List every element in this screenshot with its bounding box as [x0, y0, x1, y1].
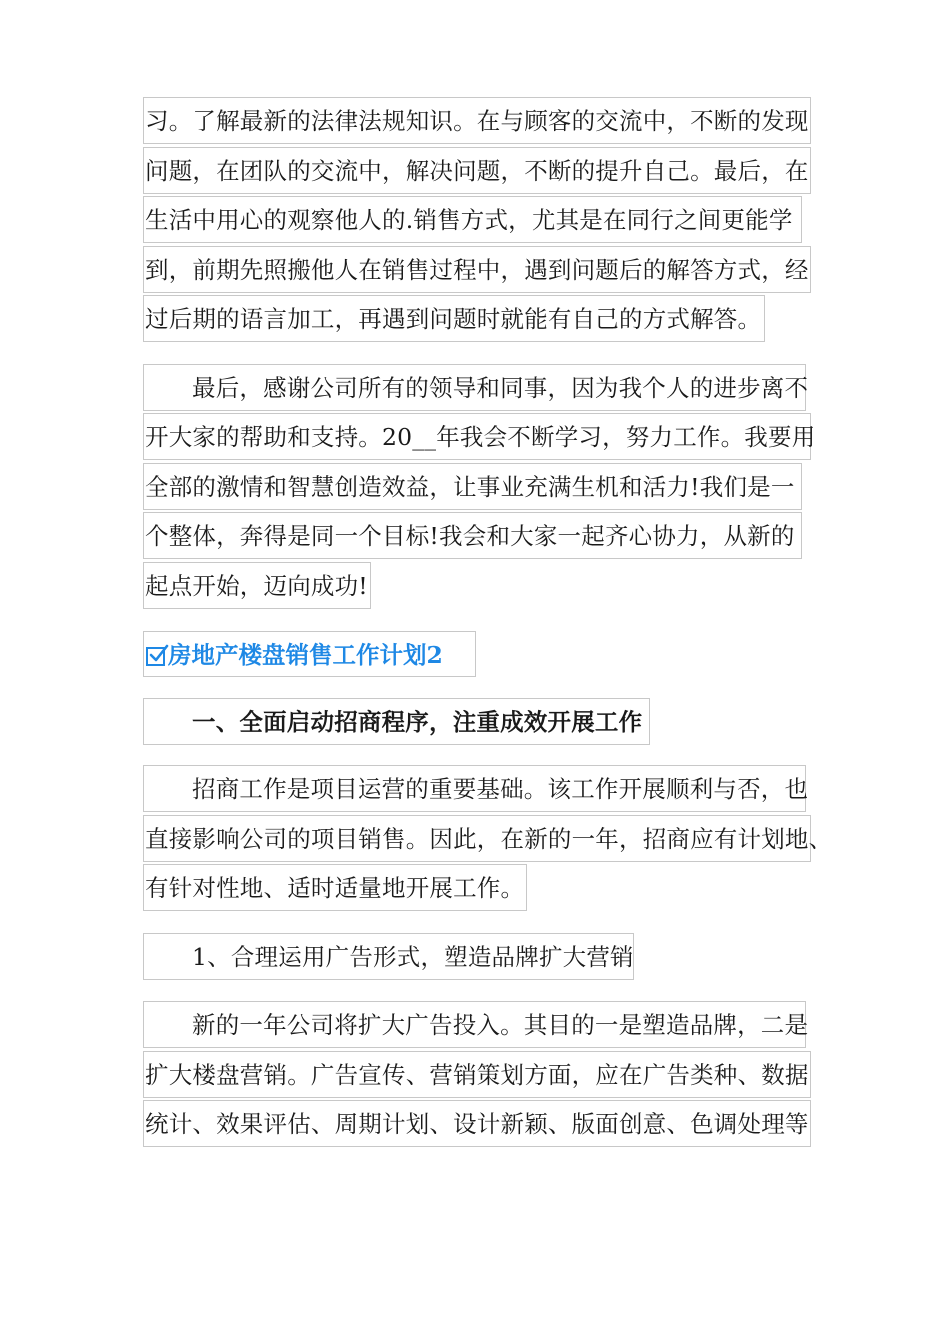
subheading: 1、合理运用广告形式，塑造品牌扩大营销 — [143, 933, 634, 980]
section-heading-text: 房地产楼盘销售工作计划2 — [168, 641, 443, 669]
text-line: 新的一年公司将扩大广告投入。其目的一是塑造品牌，二是 — [143, 1001, 806, 1048]
text-line: 统计、效果评估、周期计划、设计新颖、版面创意、色调处理等 — [143, 1100, 811, 1147]
text-line: 个整体，奔得是同一个目标!我会和大家一起齐心协力，从新的 — [143, 512, 802, 559]
text-line: 起点开始，迈向成功! — [143, 562, 371, 609]
text-line: 最后，感谢公司所有的领导和同事，因为我个人的进步离不 — [143, 364, 806, 411]
text-line: 到，前期先照搬他人在销售过程中，遇到问题后的解答方式，经 — [143, 246, 811, 293]
text-line: 招商工作是项目运营的重要基础。该工作开展顺利与否，也 — [143, 765, 806, 812]
subheading: 一、全面启动招商程序，注重成效开展工作 — [143, 698, 650, 745]
text-line: 全部的激情和智慧创造效益，让事业充满生机和活力!我们是一 — [143, 463, 802, 510]
text-line: 习。了解最新的法律法规知识。在与顾客的交流中，不断的发现 — [143, 97, 811, 144]
text-line: 扩大楼盘营销。广告宣传、营销策划方面，应在广告类种、数据 — [143, 1051, 811, 1098]
text-line: 生活中用心的观察他人的.销售方式，尤其是在同行之间更能学 — [143, 196, 802, 243]
text-line: 开大家的帮助和支持。20__年我会不断学习，努力工作。我要用 — [143, 413, 811, 460]
text-line: 直接影响公司的项目销售。因此，在新的一年，招商应有计划地、 — [143, 815, 811, 862]
checkbox-checked-icon — [146, 647, 165, 666]
text-line: 问题，在团队的交流中，解决问题，不断的提升自己。最后，在 — [143, 147, 811, 194]
text-line: 过后期的语言加工，再遇到问题时就能有自己的方式解答。 — [143, 295, 765, 342]
section-heading — [143, 631, 476, 677]
text-line: 有针对性地、适时适量地开展工作。 — [143, 864, 527, 911]
